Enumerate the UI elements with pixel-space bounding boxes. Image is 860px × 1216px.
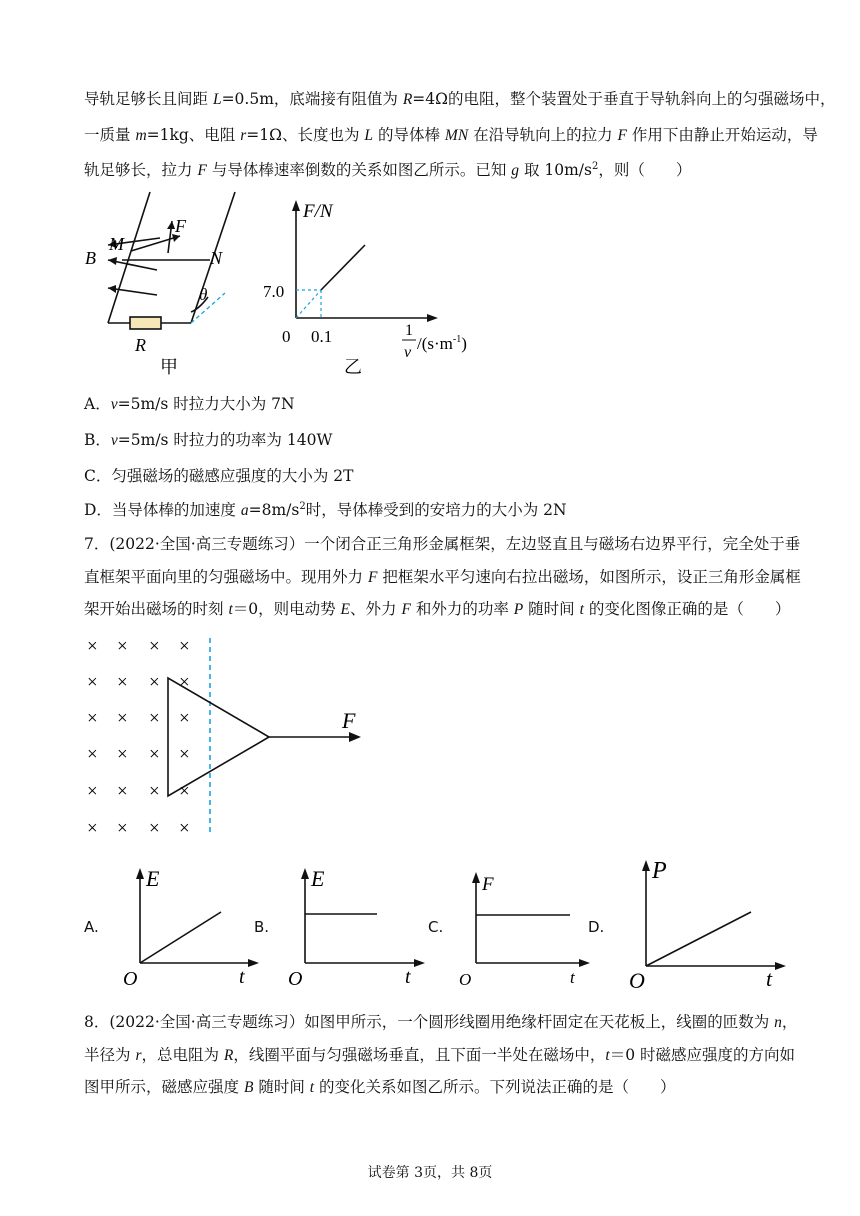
y-axis-label: E	[146, 866, 160, 891]
label-F: F	[175, 216, 186, 236]
x-axis-label: t	[766, 966, 773, 991]
field-cross: ×	[149, 636, 160, 657]
label-B: B	[85, 248, 96, 268]
y-axis-label: P	[652, 858, 667, 884]
caption-jia: 甲	[160, 357, 178, 377]
q7-choice-c[interactable]	[438, 862, 608, 992]
magnetic-field-crosses	[87, 636, 190, 839]
q7-choice-a[interactable]	[96, 862, 266, 992]
field-cross: ×	[179, 672, 190, 693]
field-cross: ×	[179, 781, 190, 802]
xlabel-numerator: 1	[405, 322, 413, 339]
q8-text-line-3: 图甲所示，磁感应强度 B 随时间 t 的变化关系如图乙所示。下列说法正确的是（ ）	[84, 1078, 676, 1096]
y-axis-label: E	[311, 866, 325, 891]
field-cross: ×	[87, 781, 98, 802]
graph-line	[140, 912, 221, 963]
q7-choice-letter: A.	[84, 918, 99, 936]
field-cross: ×	[117, 708, 128, 729]
field-cross: ×	[179, 708, 190, 729]
x-axis-label: t	[239, 966, 245, 988]
q7-choice-letter: D.	[588, 918, 605, 936]
y-axis-label: F	[482, 874, 494, 895]
q7-text-line-1: 7．(2022·全国·高三专题练习）一个闭合正三角形金属框架，左边竖直且与磁场右边界平行，完全处于垂	[84, 535, 801, 553]
field-cross: ×	[87, 708, 98, 729]
field-cross: ×	[149, 708, 160, 729]
q8-text-line-2: 半径为 r，总电阻为 R，线圈平面与匀强磁场垂直，且下面一半处在磁场中，t＝0 时磁感应强度的方向如	[84, 1046, 796, 1064]
q6-option-a[interactable]: A．v=5m/s 时拉力大小为 7N	[84, 395, 295, 413]
x-axis-arrow	[579, 959, 590, 967]
field-cross: ×	[117, 672, 128, 693]
label-theta: θ	[199, 285, 208, 304]
field-cross: ×	[179, 818, 190, 839]
field-cross: ×	[87, 818, 98, 839]
axis-ylabel: F/N	[303, 201, 333, 222]
x-axis-label: t	[570, 968, 575, 987]
q7-choice-d[interactable]	[596, 852, 796, 997]
graph-line	[646, 912, 751, 966]
origin-label: 0	[282, 327, 291, 346]
field-cross: ×	[149, 818, 160, 839]
q7-choice-letter: C.	[428, 918, 444, 936]
q7-choice-letter: B.	[254, 918, 270, 936]
field-cross: ×	[117, 636, 128, 657]
q6-option-b[interactable]: B．v=5m/s 时拉力的功率为 140W	[84, 431, 333, 449]
label-F: F	[342, 708, 356, 733]
q7-text-line-2: 直框架平面向里的匀强磁场中。现用外力 F 把框架水平匀速向右拉出磁场，如图所示，设正三角形金属框	[84, 568, 801, 586]
q6-text-line-1: 导轨足够长且间距 L=0.5m，底端接有阻值为 R=4Ω的电阻，整个装置处于垂直于导轨斜向上的匀强磁场中，	[84, 90, 836, 108]
xlabel-unit: $/(s\cdot m^{-1})$	[417, 334, 467, 353]
y-axis-arrow	[472, 872, 480, 883]
field-cross: ×	[149, 744, 160, 765]
caption-yi: 乙	[344, 357, 362, 377]
y-axis-arrow	[136, 868, 144, 879]
field-cross: ×	[87, 744, 98, 765]
origin-label: O	[459, 970, 472, 989]
field-cross: ×	[117, 818, 128, 839]
q6-text-line-3: 轨足够长，拉力 F 与导体棒速率倒数的关系如图乙所示。已知 g 取 $10m/s^2$，则（ ）	[84, 161, 692, 180]
q7-figure	[80, 630, 380, 840]
q6-figure-yi	[255, 190, 505, 380]
origin-label: O	[123, 968, 138, 990]
y-tick-label: 7.0	[263, 282, 285, 301]
y-axis-arrow	[301, 868, 309, 879]
q6-option-d[interactable]: D．当导体棒的加速度 $a=8m/s^2$时，导体棒受到的安培力的大小为 2N	[84, 501, 567, 520]
label-M: M	[109, 234, 124, 254]
q7-choice-b[interactable]	[262, 862, 432, 992]
q8-text-line-1: 8．(2022·全国·高三专题练习）如图甲所示，一个圆形线圈用绝缘杆固定在天花板上，线圈的匝数为 n，	[84, 1013, 798, 1031]
field-cross: ×	[87, 636, 98, 657]
q6-figure-jia	[80, 190, 250, 380]
q6-text-line-2: 一质量 m=1kg、电阻 r=1Ω、长度也为 L 的导体棒 MN 在沿导轨向上的拉力 F 作用下由静止开始运动，导	[84, 126, 818, 144]
field-cross: ×	[117, 781, 128, 802]
field-cross: ×	[87, 672, 98, 693]
label-R: R	[135, 335, 146, 355]
label-N: N	[210, 248, 223, 268]
x-axis-label: t	[405, 966, 411, 988]
x-axis-arrow	[414, 959, 425, 967]
x-axis-arrow	[248, 959, 259, 967]
field-cross: ×	[117, 744, 128, 765]
xlabel-denominator: v	[404, 344, 412, 361]
field-cross: ×	[149, 781, 160, 802]
field-cross: ×	[179, 744, 190, 765]
origin-label: O	[629, 968, 645, 993]
q7-text-line-3: 架开始出磁场的时刻 t＝0，则电动势 E、外力 F 和外力的功率 P 随时间 t 的变化图像正确的是（ ）	[84, 600, 791, 618]
field-cross: ×	[149, 672, 160, 693]
x-tick-label: 0.1	[311, 327, 333, 346]
x-axis-arrow	[775, 962, 786, 970]
field-cross: ×	[179, 636, 190, 657]
origin-label: O	[288, 968, 303, 990]
y-axis-arrow	[642, 860, 650, 871]
page-footer: 试卷第 3页，共 8页	[367, 1165, 493, 1181]
q6-option-c[interactable]: C．匀强磁场的磁感应强度的大小为 2T	[84, 467, 354, 485]
